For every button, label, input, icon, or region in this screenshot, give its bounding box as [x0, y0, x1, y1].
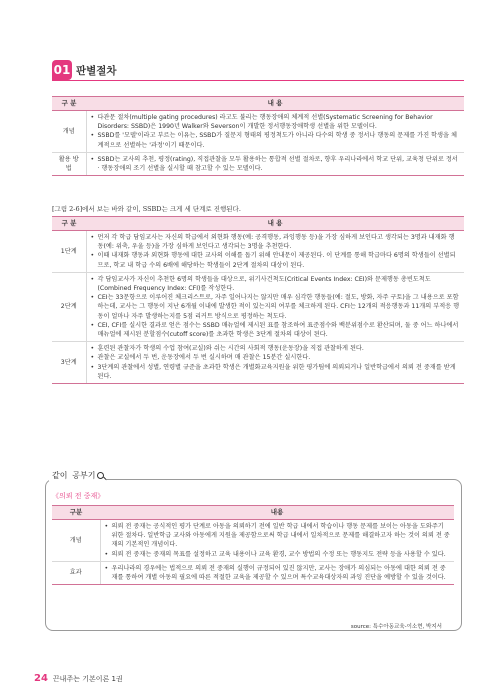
table-header-category: 구 분: [52, 97, 86, 111]
bullet-item: • 관찰은 교실에서 두 번, 운동장에서 두 번 실시하며 매 관찰은 15분간 실시한다.: [91, 353, 461, 362]
section-header: [52, 60, 117, 80]
row-content: [86, 342, 464, 384]
box-title: [49, 470, 107, 481]
row-content: [86, 231, 464, 273]
row-label: 효과: [52, 561, 100, 584]
section-number-badge: 01: [52, 60, 72, 80]
table-header-category: 구 분: [52, 217, 86, 231]
magnifier-icon: [97, 472, 104, 479]
row-label: 개념: [52, 520, 100, 562]
section-title: 판별절차: [76, 64, 117, 77]
row-label: 개념: [52, 111, 86, 153]
table-row: [52, 520, 454, 562]
row-content: [86, 152, 464, 175]
ssbd-stages-table: [52, 216, 464, 384]
bullet-item: • 우리나라의 경우에는 법적으로 의뢰 전 중재의 실행이 규정되어 있진 않지만, 교사는 장애가 의심되는 아동에 대한 의뢰 전 중재를 통하여 개별 아동의 필요에 따른 적절한 교육을 제공할 수 있으며 특수교육대상자의 과잉 진단을 예방할 수 있을 것이다.: [105, 564, 451, 582]
table-row: [52, 342, 464, 384]
bullet-item: • 먼저 각 학급 담임교사는 자신의 학급에서 외현화 행동(예: 공격행동, 과잉행동 등)을 가장 심하게 보인다고 생각되는 3명과 내재화 행동(예: 위축, 우울 등)을 가장 심하게 보인다고 생각되는 3명을 추천한다.: [91, 233, 461, 251]
row-content: [86, 111, 464, 153]
row-label: 1단계: [52, 231, 86, 273]
table-row: [52, 561, 454, 584]
bullet-item: • CEI, CFI를 실시한 결과로 얻은 점수는 SSBD 매뉴얼에 제시된 표를 참조하여 표준점수와 백분위점수로 환산되며, 둘 중 어느 하나에서 매뉴얼에 제시된 분할점수(cutoff score)를 초과한 학생은 3단계 절차의 대상이 된다.: [91, 321, 461, 339]
table-row: [52, 111, 464, 153]
row-label: 2단계: [52, 272, 86, 341]
page-number: 24: [34, 673, 48, 684]
bullet-item: • 의뢰 전 중재는 중재의 목표를 설정하고 교육 내용이나 교육 환경, 교수 방법의 수정 또는 행동지도 전략 등을 사용할 수 있다.: [105, 550, 451, 559]
section-divider: [52, 80, 464, 81]
figure-caption: [그림 2-6]에서 보는 바와 같이, SSBD는 크게 세 단계로 진행된다.: [52, 205, 241, 213]
bullet-item: • CEI는 33문항으로 이루어진 체크리스트로, 자주 일어나지는 않지만 매우 심각한 행동들(예: 절도, 방화, 자주 구토)을 그 내용으로 포함하는데, 교사는 그 행동이 지난 6개월 이내에 발생한 적이 있는지의 여부를 체크하게 된다. CFI는 12개의 적응행동과 11개의 부적응 행동이 얼마나 자주 발생하는지를 5점 리커트 방식으로 평정하는 척도다.: [91, 293, 461, 321]
bullet-item: • 다관문 절차(multiple gating procedures) 라고도 불리는 행동장애의 체계적 선별(Systematic Screening for Behavior Disorders: SSBD)은 1990년 Walker와 Severson이 개발한 정서행동장애학생 선별을 위한 모델이다.: [91, 113, 461, 131]
page-footer: [34, 673, 123, 684]
bullet-item: • SSBD를 '모델'이라고 부르는 이유는, SSBD가 질문지 형태의 평정척도가 아니라 다수의 학생 중 정서나 행동의 문제를 가진 학생을 체계적으로 선별하는 '과정'이기 때문이다.: [91, 131, 461, 149]
book-title: 끈내주는 기본이론 1권: [52, 675, 123, 683]
table-row: [52, 272, 464, 341]
box-subtitle: 《의뢰 전 중재》: [52, 492, 105, 500]
row-label: 활용 방법: [52, 152, 86, 175]
box-title-text: 같이 공부기: [52, 471, 96, 480]
row-label: 3단계: [52, 342, 86, 384]
row-content: [100, 561, 454, 584]
bullet-item: • 의뢰 전 중재는 공식적인 평가 단계로 아동을 의뢰하기 전에 일반 학급 내에서 학습이나 행동 문제를 보이는 아동을 도와주기 위한 절차다. 일반학급 교사와 아동에게 지원을 제공함으로써 학급 내에서 일차적으로 문제를 해결하고자 하는 것이 의뢰 전 중재의 기본적인 개념이다.: [105, 522, 451, 550]
bullet-item: • SSBD는 교사의 추천, 평정(rating), 직접관찰을 모두 활용하는 통합적 선별 절차로, 향후 우리나라에서 학교 단위, 교육청 단위로 정서 · 행동장애의 조기 선별을 실시할 때 참고할 수 있는 모델이다.: [91, 155, 461, 173]
row-content: [86, 272, 464, 341]
table-header-content: 내 용: [86, 217, 464, 231]
table-row: [52, 152, 464, 175]
bullet-item: • 3단계의 관찰에서 성별, 연령별 규준을 초과한 학생은 개별화교육지원을 위한 평가팀에 의뢰되거나 일반학급에서 의뢰 전 중재를 받게 된다.: [91, 363, 461, 381]
ssbd-overview-table: [52, 96, 464, 176]
bullet-item: • 이때 내재화 행동과 외현화 행동에 대한 교사의 이해를 돕기 위해 안내문이 제공된다. 이 단계를 통해 학급마다 6명의 학생들이 선별되므로, 학교 내 학급 수의 6배에 해당하는 학생들이 2단계 절차의 대상이 된다.: [91, 251, 461, 269]
bullet-item: • 각 담임교사가 자신이 추천한 6명의 학생들을 대상으로, 위기사건척도(Critical Events Index: CEI)와 문제행동 총빈도척도(Combined Frequency Index: CFI)를 작성한다.: [91, 275, 461, 293]
table-header-content: 내용: [100, 506, 454, 520]
table-header-content: 내 용: [86, 97, 464, 111]
row-content: [100, 520, 454, 562]
table-row: [52, 231, 464, 273]
prereferral-table: [52, 505, 454, 585]
table-header-category: 구분: [52, 506, 100, 520]
source-citation: source: 특수아동교육-이소현, 박지서: [350, 624, 442, 630]
bullet-item: • 훈련된 관찰자가 학생의 수업 참여(교실)와 쉬는 시간의 사회적 행동(운동장)을 직접 관찰하게 된다.: [91, 344, 461, 353]
